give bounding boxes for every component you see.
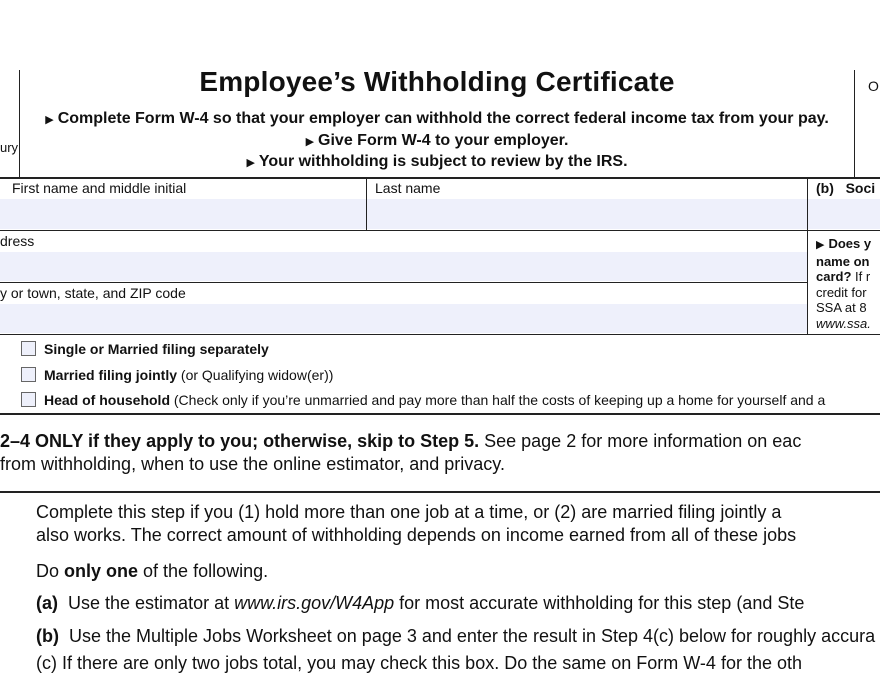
filing-status-bottom bbox=[0, 413, 880, 415]
head-of-household-checkbox[interactable] bbox=[21, 392, 36, 407]
step2-option-a: (a) Use the estimator at www.irs.gov/W4App for most accurate withholding for this step (and Ste bbox=[36, 593, 805, 613]
instruction-line-3: ▶ Your withholding is subject to review by the IRS. bbox=[246, 153, 628, 170]
step2-line-1: Complete this step if you (1) hold more than one job at a time, or (2) are married filing jointly a bbox=[36, 502, 782, 522]
married-jointly-checkbox[interactable] bbox=[21, 367, 36, 382]
last-name-label: Last name bbox=[375, 180, 441, 196]
header-right-divider bbox=[854, 70, 855, 178]
address-row-bottom bbox=[0, 282, 807, 283]
name-row-bottom bbox=[0, 230, 880, 231]
last-name-input[interactable] bbox=[367, 199, 807, 229]
address-input[interactable] bbox=[0, 252, 807, 281]
single-checkbox[interactable] bbox=[21, 341, 36, 356]
first-name-label: First name and middle initial bbox=[12, 180, 187, 196]
form-title: Employee’s Withholding Certificate bbox=[199, 66, 675, 97]
city-row-bottom bbox=[0, 334, 880, 335]
address-label: dress bbox=[0, 233, 35, 249]
ssn-input[interactable] bbox=[808, 199, 880, 229]
step2-option-c-partial: (c) If there are only two jobs total, you may check this box. Do the same on Form W-4 for the oth bbox=[36, 653, 802, 673]
city-input[interactable] bbox=[0, 304, 807, 333]
steps-note-line-1: 2–4 ONLY if they apply to you; otherwise, skip to Step 5. See page 2 for more information on eac bbox=[0, 431, 802, 451]
step2-do-only-one: Do only one of the following. bbox=[36, 561, 269, 581]
married-jointly-label: Married filing jointly (or Qualifying widow(er)) bbox=[44, 367, 334, 383]
steps-note-line-2: from withholding, when to use the online estimator, and privacy. bbox=[0, 454, 505, 474]
single-label: Single or Married filing separately bbox=[44, 341, 269, 357]
city-label: y or town, state, and ZIP code bbox=[0, 285, 186, 301]
step2-option-b: (b) Use the Multiple Jobs Worksheet on page 3 and enter the result in Step 4(c) below for roughly accura bbox=[36, 626, 876, 646]
instruction-line-2: ▶ Give Form W-4 to your employer. bbox=[305, 132, 569, 149]
first-name-input[interactable] bbox=[0, 199, 366, 229]
instruction-line-1: ▶ Complete Form W-4 so that your employer can withhold the correct federal income tax from your pay. bbox=[45, 110, 829, 127]
ssn-label: (b) Soci bbox=[816, 180, 876, 196]
estimator-link[interactable]: www.irs.gov/W4App bbox=[234, 593, 395, 613]
head-of-household-label: Head of household (Check only if you’re unmarried and pay more than half the costs of keeping up a home for yourself and a bbox=[44, 392, 826, 408]
step2-line-2: also works. The correct amount of withholding depends on income earned from all of these jobs bbox=[36, 525, 797, 545]
header-left-fragment: ury bbox=[0, 140, 19, 155]
ssa-note: ▶ Does y name on card? If r credit for SSA at 8 www.ssa. bbox=[816, 236, 872, 331]
header-right-fragment: O bbox=[868, 78, 879, 94]
header-bottom-rule bbox=[0, 177, 880, 179]
step2-top-rule bbox=[0, 491, 880, 493]
